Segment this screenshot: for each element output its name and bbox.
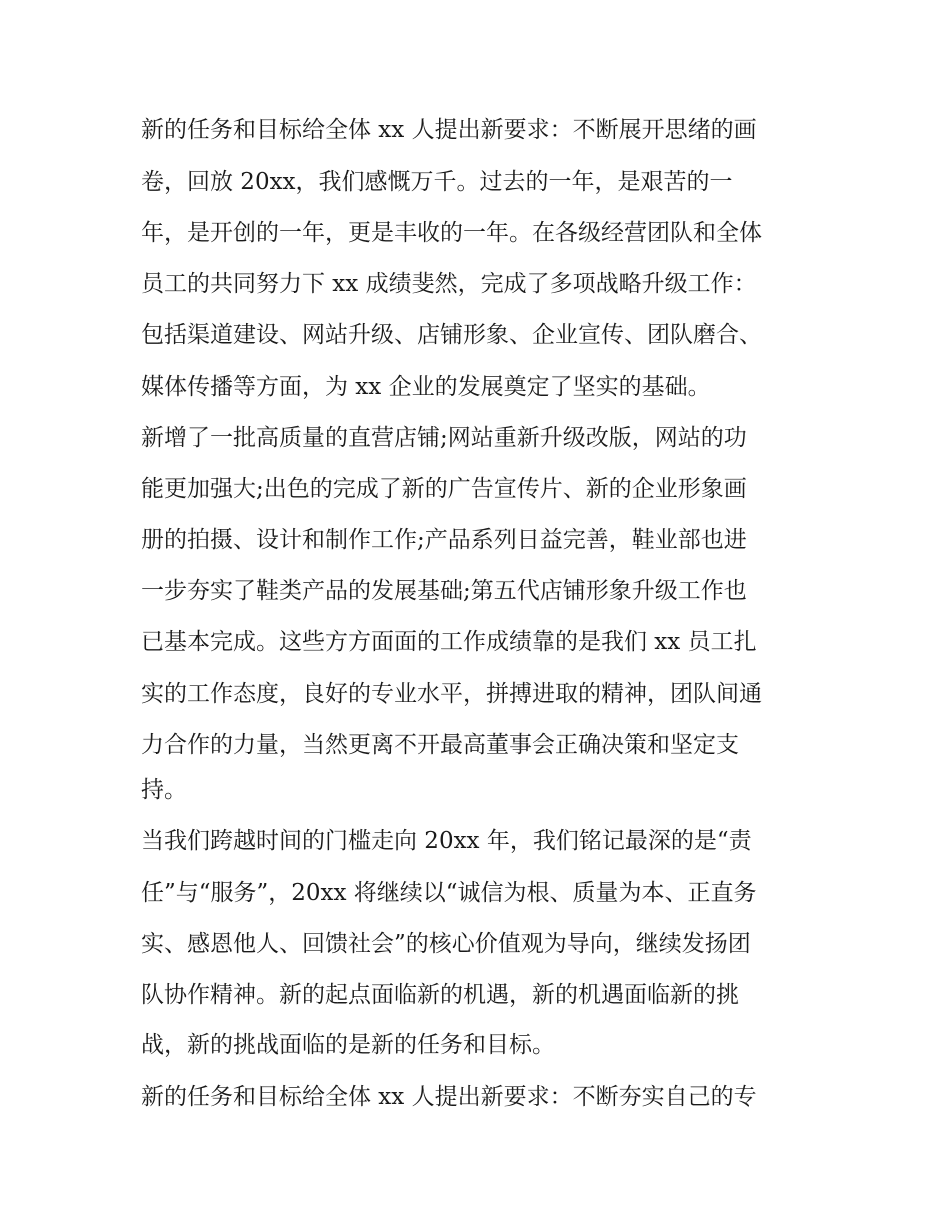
text-line: 新的任务和目标给全体 xx 人提出新要求：不断展开思绪的画 [141, 117, 757, 143]
text-line: 卷，回放 20xx，我们感慨万千。过去的一年，是艰苦的一 [141, 169, 733, 195]
text-line: 队协作精神。新的起点面临新的机遇，新的机遇面临新的挑 [141, 982, 739, 1008]
text-line: 实的工作态度，良好的专业水平，拼搏进取的精神，团队间通 [141, 681, 762, 707]
text-line: 年，是开创的一年，更是丰收的一年。在各级经营团队和全体 [141, 220, 762, 246]
text-line: 任”与“服务”，20xx 将继续以“诚信为根、质量为本、正直务 [141, 880, 757, 906]
text-line: 能更加强大;出色的完成了新的广告宣传片、新的企业形象画 [141, 476, 747, 502]
text-line: 战，新的挑战面临的是新的任务和目标。 [141, 1032, 555, 1058]
text-line: 册的拍摄、设计和制作工作;产品系列日益完善，鞋业部也进 [141, 527, 747, 553]
text-line: 一步夯实了鞋类产品的发展基础;第五代店铺形象升级工作也 [141, 578, 747, 604]
text-line: 实、感恩他人、回馈社会”的核心价值观为导向，继续发扬团 [141, 931, 751, 957]
text-line: 力合作的力量，当然更离不开最高董事会正确决策和坚定支 [141, 732, 739, 758]
text-line: 已基本完成。这些方方面面的工作成绩靠的是我们 xx 员工扎 [141, 629, 757, 655]
text-line: 新的任务和目标给全体 xx 人提出新要求：不断夯实自己的专 [141, 1084, 757, 1110]
text-line: 媒体传播等方面，为 xx 企业的发展奠定了坚实的基础。 [141, 374, 711, 400]
text-line: 员工的共同努力下 xx 成绩斐然，完成了多项战略升级工作： [141, 271, 757, 297]
text-line: 持。 [141, 777, 187, 803]
text-line: 新增了一批高质量的直营店铺;网站重新升级改版，网站的功 [141, 425, 747, 451]
text-line: 包括渠道建设、网站升级、店铺形象、企业宣传、团队磨合、 [141, 322, 762, 348]
text-line: 当我们跨越时间的门槛走向 20xx 年，我们铭记最深的是“责 [141, 828, 752, 854]
